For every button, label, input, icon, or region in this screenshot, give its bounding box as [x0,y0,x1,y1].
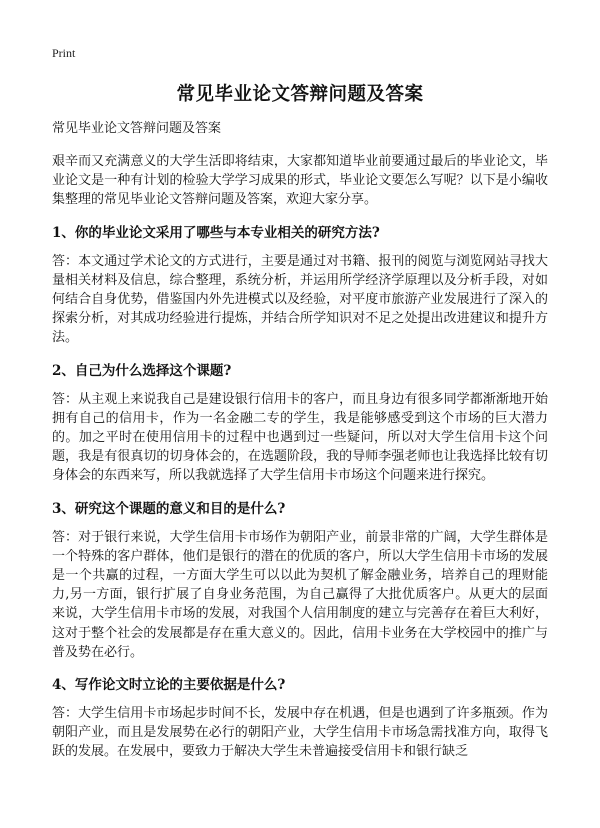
document-subtitle: 常见毕业论文答辩问题及答案 [52,121,222,136]
print-label: Print [52,46,76,60]
section-answer: 答：本文通过学术论文的方式进行，主要是通过对书籍、报刊的阅览与浏览网站寻找大量相关材料及信息，综合整理，系统分析，并运用所学经济学原理以及分析手段，对如何结合自身优势，借鉴国内外先进模式以及经验，对平度市旅游产业发展进行了深入的探索分析，对其成功经验进行提炼，并结合所学知识对不足之处提出改进建议和提升方法。 [52,253,548,346]
section-answer: 答：大学生信用卡市场起步时间不长，发展中存在机遇，但是也遇到了许多瓶颈。作为朝阳产业，而且是发展势在必行的朝阳产业，大学生信用卡市场急需找准方向，取得飞跃的发展。在发展中，要致力于解决大学生未普遍接受信用卡和银行缺乏 [52,706,548,760]
section-heading: 3、研究这个课题的意义和目的是什么? [52,500,286,517]
section-heading: 2、自己为什么选择这个课题? [52,362,232,379]
document-body [52,120,548,774]
section-heading: 4、写作论文时立论的主要依据是什么? [52,677,286,694]
section-answer: 答：对于银行来说，大学生信用卡市场作为朝阳产业，前景非常的广阔，大学生群体是一个特殊的客户群体，他们是银行的潜在的优质的客户，所以大学生信用卡市场的发展是一个共赢的过程，一方面大学生可以以此为契机了解金融业务，培养自己的理财能力,另一方面，银行扩展了自身业务范围，为自己赢得了大批优质客户。从更大的层面来说，大学生信用卡市场的发展，对我国个人信用制度的建立与完善存在着巨大利好，这对于整个社会的发展都是存在重大意义的。因此，信用卡业务在大学校园中的推广与普及势在必行。 [52,529,548,660]
section-heading: 1、你的毕业论文采用了哪些与本专业相关的研究方法? [52,224,380,241]
page-title: 常见毕业论文答辩问题及答案 [176,84,424,105]
section-answer: 答：从主观上来说我自己是建设银行信用卡的客户，而且身边有很多同学都渐渐地开始拥有自己的信用卡，作为一名金融二专的学生，我是能够感受到这个市场的巨大潜力的。加之平时在使用信用卡的过程中也遇到过一些疑问，所以对大学生信用卡这个问题，我是有很真切的切身体会的，在选题阶段，我的导师李强老师也让我选择比较有切身体会的东西来写，所以我就选择了大学生信用卡市场这个问题来进行探究。 [52,391,548,484]
intro-paragraph: 艰辛而又充满意义的大学生活即将结束，大家都知道毕业前要通过最后的毕业论文，毕业论文是一种有计划的检验大学学习成果的形式，毕业论文要怎么写呢？以下是小编收集整理的常见毕业论文答辩问题及答案，欢迎大家分享。 [52,154,548,208]
